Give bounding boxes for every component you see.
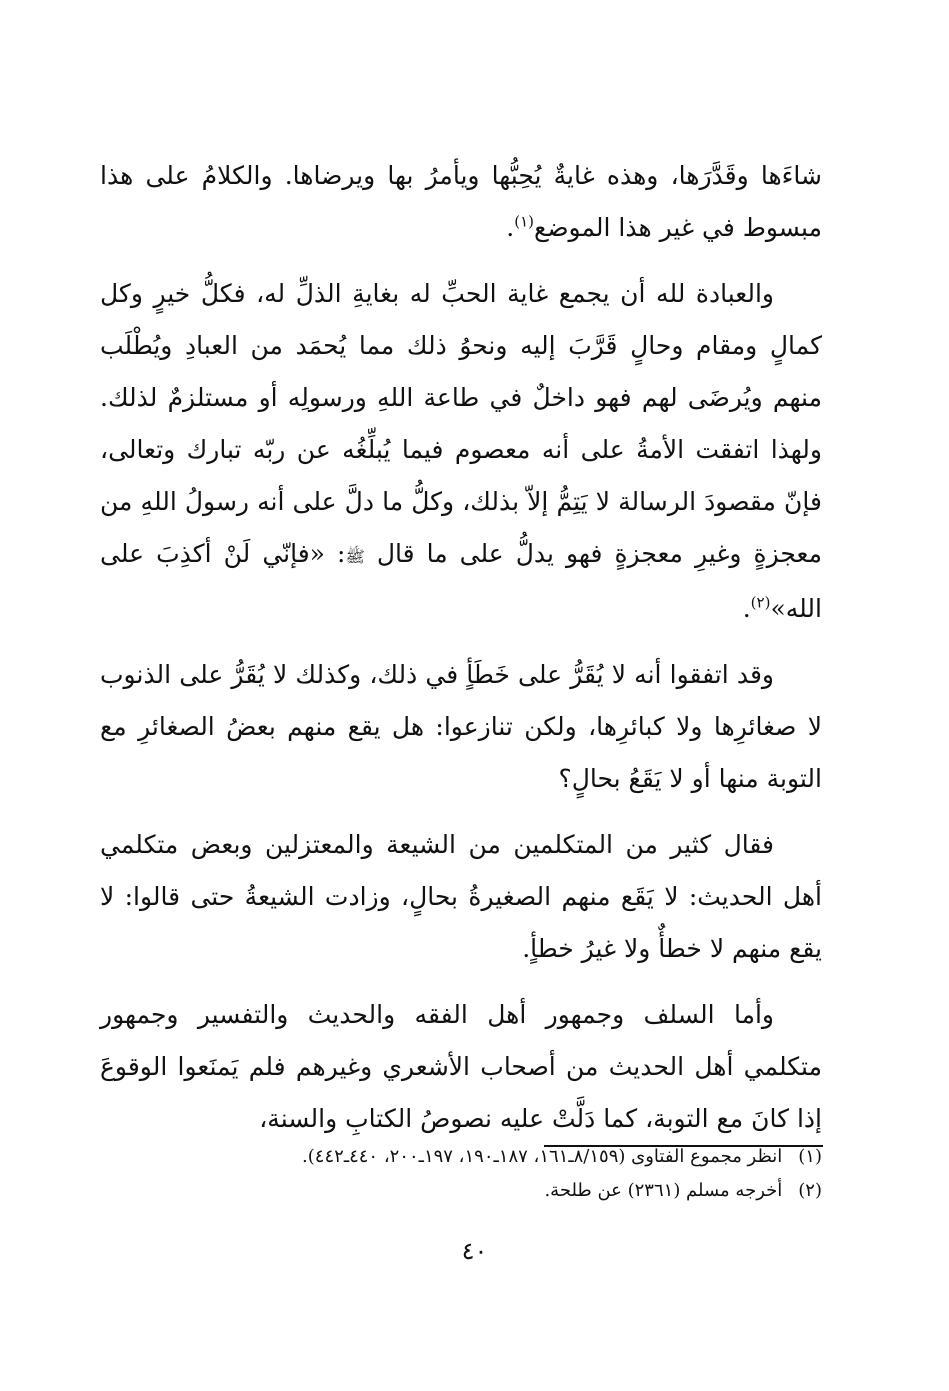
footnote-2 [100,1174,822,1208]
paragraph-1 [100,150,822,254]
main-text [100,150,822,1159]
footnote-1 [100,1140,822,1174]
footnote-1-number: (١) [798,1146,822,1167]
paragraph-5 [100,989,822,1145]
paragraph-1-end: . [506,213,515,242]
prophet-quote: : «فإنّي لَنْ أكذِبَ على الله» [100,539,822,623]
footnote-ref-2[interactable]: (٢) [750,593,771,612]
footnote-ref-1[interactable]: (١) [514,212,535,231]
footnote-2-number: (٢) [798,1180,822,1201]
paragraph-2-end: . [742,594,751,623]
paragraph-3 [100,649,822,805]
page-number: ٤٠ [461,1237,488,1265]
paragraph-2-text: والعبادة لله أن يجمع غاية الحبِّ له بغايةِ الذلِّ له، فكلُّ خيرٍ وكل كمالٍ ومقام وحالٍ قَرَّبَ إليه ونحوُ ذلك مما يُحمَد من العبادِ ويُطْلَب منهم ويُرضَى لهم فهو داخلٌ في طاعة اللهِ ورسولِه أو مستلزمٌ لذلك. ولهذا اتفقت الأمةُ على أنه معصوم فيما يُبلِّغُه عن ربّه تبارك وتعالى، فإنّ مقصودَ الرسالة لا يَتِمُّ إلاّ بذلك، وكلُّ ما دلَّ على أنه رسولُ اللهِ من معجزةٍ وغيرِ معجزةٍ فهو يدلُّ على ما قال [100,279,822,568]
paragraph-4-text: فقال كثير من المتكلمين من الشيعة والمعتزلين وبعض متكلمي أهل الحديث: لا يَقَع منهم الصغيرةُ بحالٍ، وزادت الشيعةُ حتى قالوا: لا يقع منهم لا خطأٌ ولا غيرُ خطأٍ. [100,830,822,963]
footnote-2-text: أخرجه مسلم (٢٣٦١) عن طلحة. [544,1180,783,1201]
salutation-glyph: ﷺ [345,547,365,566]
footnotes [100,1140,822,1208]
paragraph-1-text: شاءَها وقَدَّرَها، وهذه غايةٌ يُحِبُّها ويأمرُ بها ويرضاها. والكلامُ على هذا مبسوط في غير هذا الموضع [100,161,822,242]
paragraph-4 [100,819,822,975]
paragraph-2 [100,268,822,635]
paragraph-3-text: وقد اتفقوا أنه لا يُقَرُّ على خَطَأٍ في ذلك، وكذلك لا يُقَرُّ على الذنوب لا صغائرِها ولا كبائرِها، ولكن تنازعوا: هل يقع منهم بعضُ الصغائرِ مع التوبة منها أو لا يَقَعُ بحالٍ؟ [100,660,822,793]
paragraph-5-text: وأما السلف وجمهور أهل الفقه والحديث والتفسير وجمهور متكلمي أهل الحديث من أصحاب الأشعري وغيرهم فلم يَمنَعوا الوقوعَ إذا كانَ مع التوبة، كما دَلَّتْ عليه نصوصُ الكتابِ والسنة، [100,1000,822,1133]
footnote-1-text: انظر مجموع الفتاوى (٨/١٥٩ـ١٦١، ١٨٧ـ١٩٠، ١٩٧ـ٢٠٠، ٤٤٠ـ٤٤٢). [302,1146,783,1167]
